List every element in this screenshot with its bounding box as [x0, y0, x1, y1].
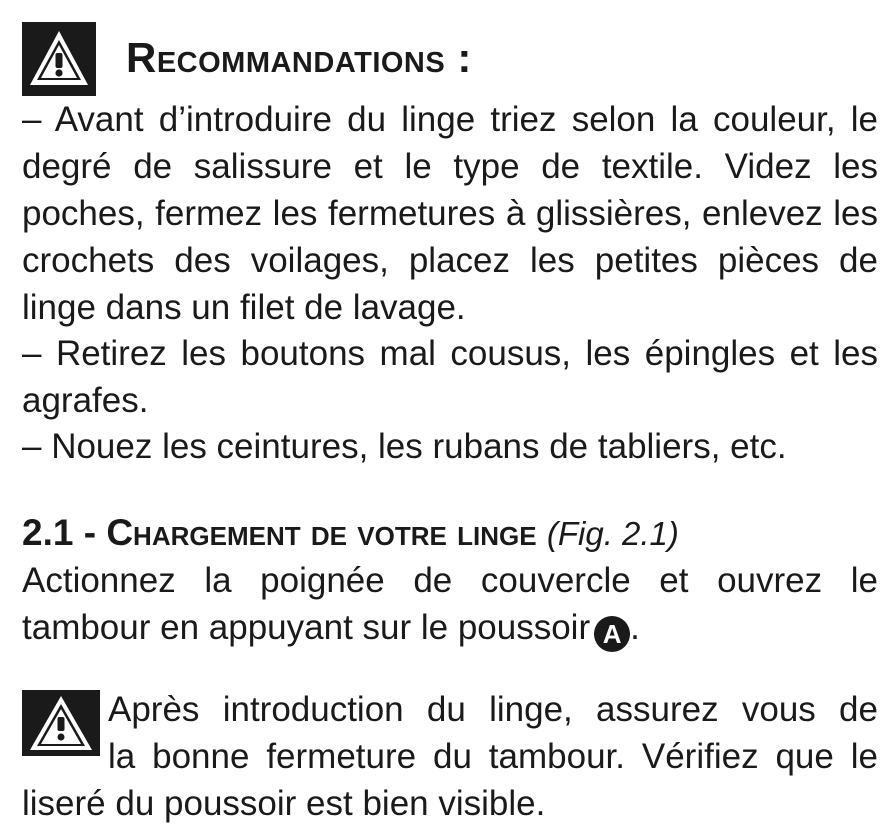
recommendation-item: – Avant d’introduire du linge triez selon la couleur, le degré de salissure et le type de textile. Videz les poches, fermez les fermetures à glissières, enlevez les crochets des voilages, placez les petites pièces de linge dans un filet de lavage.	[22, 100, 878, 327]
button-a-marker-icon: A	[594, 616, 630, 652]
section-title: Chargement de votre linge	[106, 512, 537, 553]
warning-triangle-icon	[22, 690, 100, 756]
recommendations-header	[22, 22, 878, 96]
warning-triangle-icon	[22, 22, 96, 96]
recommendation-item: – Retirez les boutons mal cousus, les épingles et les agrafes.	[22, 334, 878, 420]
recommendation-item: – Nouez les ceintures, les rubans de tabliers, etc.	[22, 427, 787, 466]
figure-reference: (Fig. 2.1)	[546, 515, 679, 552]
section-heading	[22, 510, 679, 557]
section-body-end: .	[630, 608, 640, 647]
section-body-text: Actionnez la poignée de couvercle et ouvrez le tambour en appuyant sur le poussoir	[22, 561, 878, 647]
section-number: 2.1 -	[22, 512, 97, 553]
note-line: Après introduction du linge, assurez vous de	[108, 690, 878, 729]
recommendations-title: Recommandations :	[126, 34, 472, 81]
section-body	[22, 557, 878, 652]
note-line: liseré du poussoir est bien visible.	[22, 784, 546, 823]
note-line: la bonne fermeture du tambour. Vérifiez que le	[108, 737, 878, 776]
